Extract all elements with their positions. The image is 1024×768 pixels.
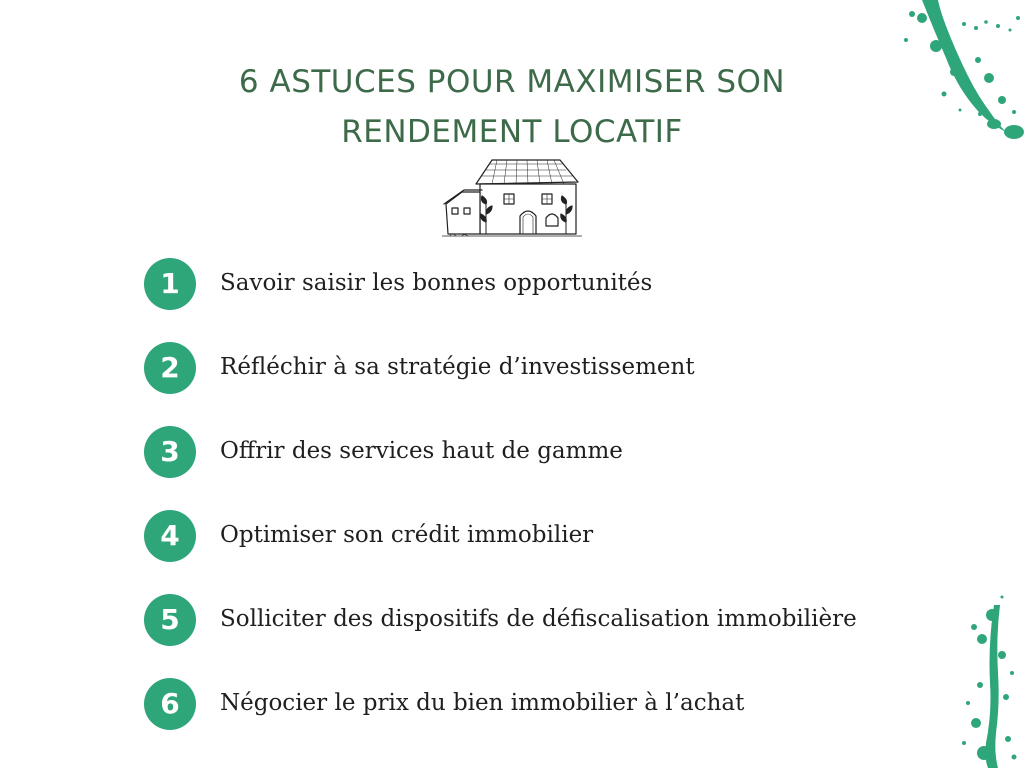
- list-item: [144, 426, 984, 510]
- list-item: [144, 258, 984, 342]
- number-badge: 4: [144, 510, 196, 562]
- title-line-2: RENDEMENT LOCATIF: [341, 113, 683, 150]
- number-badge: 5: [144, 594, 196, 646]
- tips-list: [144, 258, 984, 762]
- tip-text: Savoir saisir les bonnes opportunités: [220, 270, 653, 296]
- house-sketch-icon: [442, 156, 582, 240]
- list-item: [144, 510, 984, 594]
- list-item: [144, 342, 984, 426]
- tip-text: Réfléchir à sa stratégie d’investissement: [220, 354, 695, 380]
- tip-text: Offrir des services haut de gamme: [220, 438, 623, 464]
- page-title: [0, 57, 1024, 157]
- tip-text: Optimiser son crédit immobilier: [220, 522, 594, 548]
- tip-text: Négocier le prix du bien immobilier à l’achat: [220, 690, 745, 716]
- number-badge: 3: [144, 426, 196, 478]
- title-line-1: 6 ASTUCES POUR MAXIMISER SON: [238, 63, 786, 100]
- number-badge: 2: [144, 342, 196, 394]
- paint-splash-top-decoration: [894, 0, 1024, 150]
- paint-splash-bottom-decoration: [954, 593, 1024, 768]
- tip-text: Solliciter des dispositifs de défiscalisation immobilière: [220, 606, 857, 632]
- number-badge: 1: [144, 258, 196, 310]
- list-item: [144, 678, 984, 762]
- list-item: [144, 594, 984, 678]
- number-badge: 6: [144, 678, 196, 730]
